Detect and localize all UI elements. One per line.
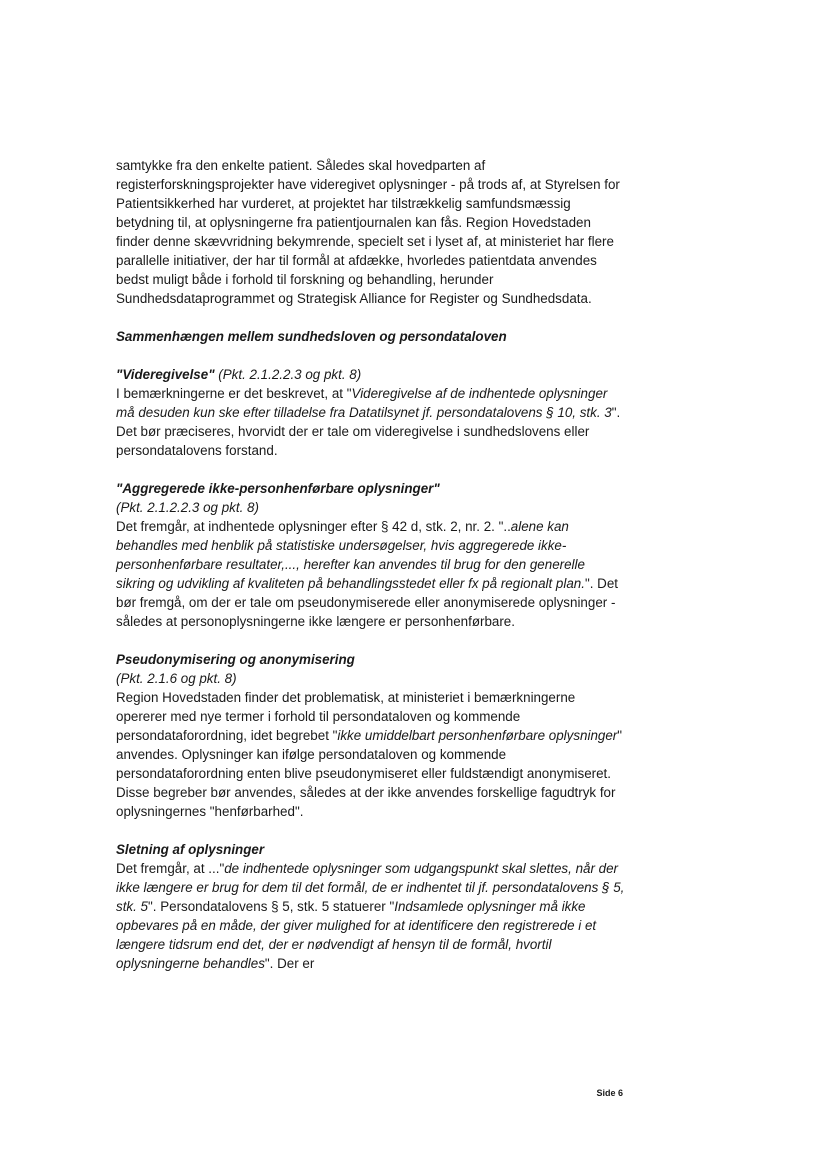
aggregerede-section [116,479,626,631]
pseudonymisering-text-2: " anvendes. Oplysninger kan ifølge persondataloven og kommende persondataforordning enten blive pseudonymiseret eller fuldstændigt anonymiseret. Disse begreber bør anvendes, således at der ikke anvendes forskellige fagudtryk for oplysningernes "henførbarhed". [116,728,623,819]
pseudonymisering-title: Pseudonymisering og anonymisering [116,652,355,667]
sletning-quote-2: Indsamlede oplysninger må ikke opbevares på en måde, der giver mulighed for at identificere den registrerede i et længere tidsrum end det, der er nødvendigt af hensyn til de formål, hvortil oplysningerne behandles [116,899,597,971]
sletning-paragraph [116,859,626,973]
sletning-text-2: ". Persondatalovens § 5, stk. 5 statuerer " [148,899,395,914]
videregivelse-ref: (Pkt. 2.1.2.2.3 og pkt. 8) [214,367,362,382]
videregivelse-paragraph [116,384,626,460]
intro-paragraph: samtykke fra den enkelte patient. Således skal hovedparten af registerforskningsprojekter have videregivet oplysninger - på trods af, at Styrelsen for Patientsikkerhed har vurderet, at projektet har tilstrækkelig samfundsmæssig betydning til, at oplysningerne fra patientjournalen kan fås. Region Hovedstaden finder denne skævvridning bekymrende, specielt set i lyset af, at ministeriet har flere parallelle initiativer, der har til formål at afdække, hvorledes patientdata anvendes bedst muligt både i forhold til forskning og behandling, herunder Sundhedsdataprogrammet og Strategisk Alliance for Register og Sundhedsdata. [116,158,620,306]
aggregerede-text-1: Det fremgår, at indhentede oplysninger efter § 42 d, stk. 2, nr. 2. ".. [116,519,511,534]
sletning-text-3: ". Der er [264,956,315,971]
page-number: Side 6 [596,1088,623,1098]
aggregerede-title: "Aggregerede ikke-personhenførbare oplysninger" [116,481,440,496]
aggregerede-ref: (Pkt. 2.1.2.2.3 og pkt. 8) [116,500,259,515]
aggregerede-quote: alene kan behandles med henblik på statistiske undersøgelser, hvis aggregerede ikke-personhenførbare resultater,..., herefter kan anvendes til brug for den generelle sikring og udvikling af kvaliteten på behandlingsstedet eller fx på regionalt plan. [116,519,585,591]
pseudonymisering-ref: (Pkt. 2.1.6 og pkt. 8) [116,671,237,686]
sletning-quote-1: de indhentede oplysninger som udgangspunkt skal slettes, når der ikke længere er brug for dem til det formål, de er indhentet til jf. persondatalovens § 5, stk. 5 [116,861,625,914]
sletning-section [116,840,626,973]
pseudonymisering-section [116,650,626,821]
pseudonymisering-paragraph [116,688,626,821]
videregivelse-quote: Videregivelse af de indhentede oplysninger må desuden kun ske efter tilladelse fra Datatilsynet jf. persondatalovens § 10, stk. 3 [116,386,612,420]
section-heading: Sammenhængen mellem sundhedsloven og persondataloven [116,329,507,344]
videregivelse-section [116,365,626,460]
aggregerede-text-2: ". Det bør fremgå, om der er tale om pseudonymiserede eller anonymiserede oplysninger - således at personoplysningerne ikke længere er personhenførbare. [116,576,619,629]
document-body [116,156,626,973]
pseudonymisering-quote: ikke umiddelbart personhenførbare oplysninger [337,728,618,743]
aggregerede-paragraph [116,517,626,631]
sletning-title: Sletning af oplysninger [116,842,265,857]
pseudonymisering-text-1: Region Hovedstaden finder det problematisk, at ministeriet i bemærkningerne opererer med nye termer i forhold til persondataloven og kommende persondataforordning, idet begrebet " [116,690,576,743]
sletning-text-1: Det fremgår, at ..." [116,861,225,876]
videregivelse-text-1: I bemærkningerne er det beskrevet, at " [116,386,352,401]
videregivelse-text-2: ". Det bør præciseres, hvorvidt der er tale om videregivelse i sundhedslovens eller persondatalovens forstand. [116,405,621,458]
videregivelse-title: "Videregivelse" [116,367,215,382]
